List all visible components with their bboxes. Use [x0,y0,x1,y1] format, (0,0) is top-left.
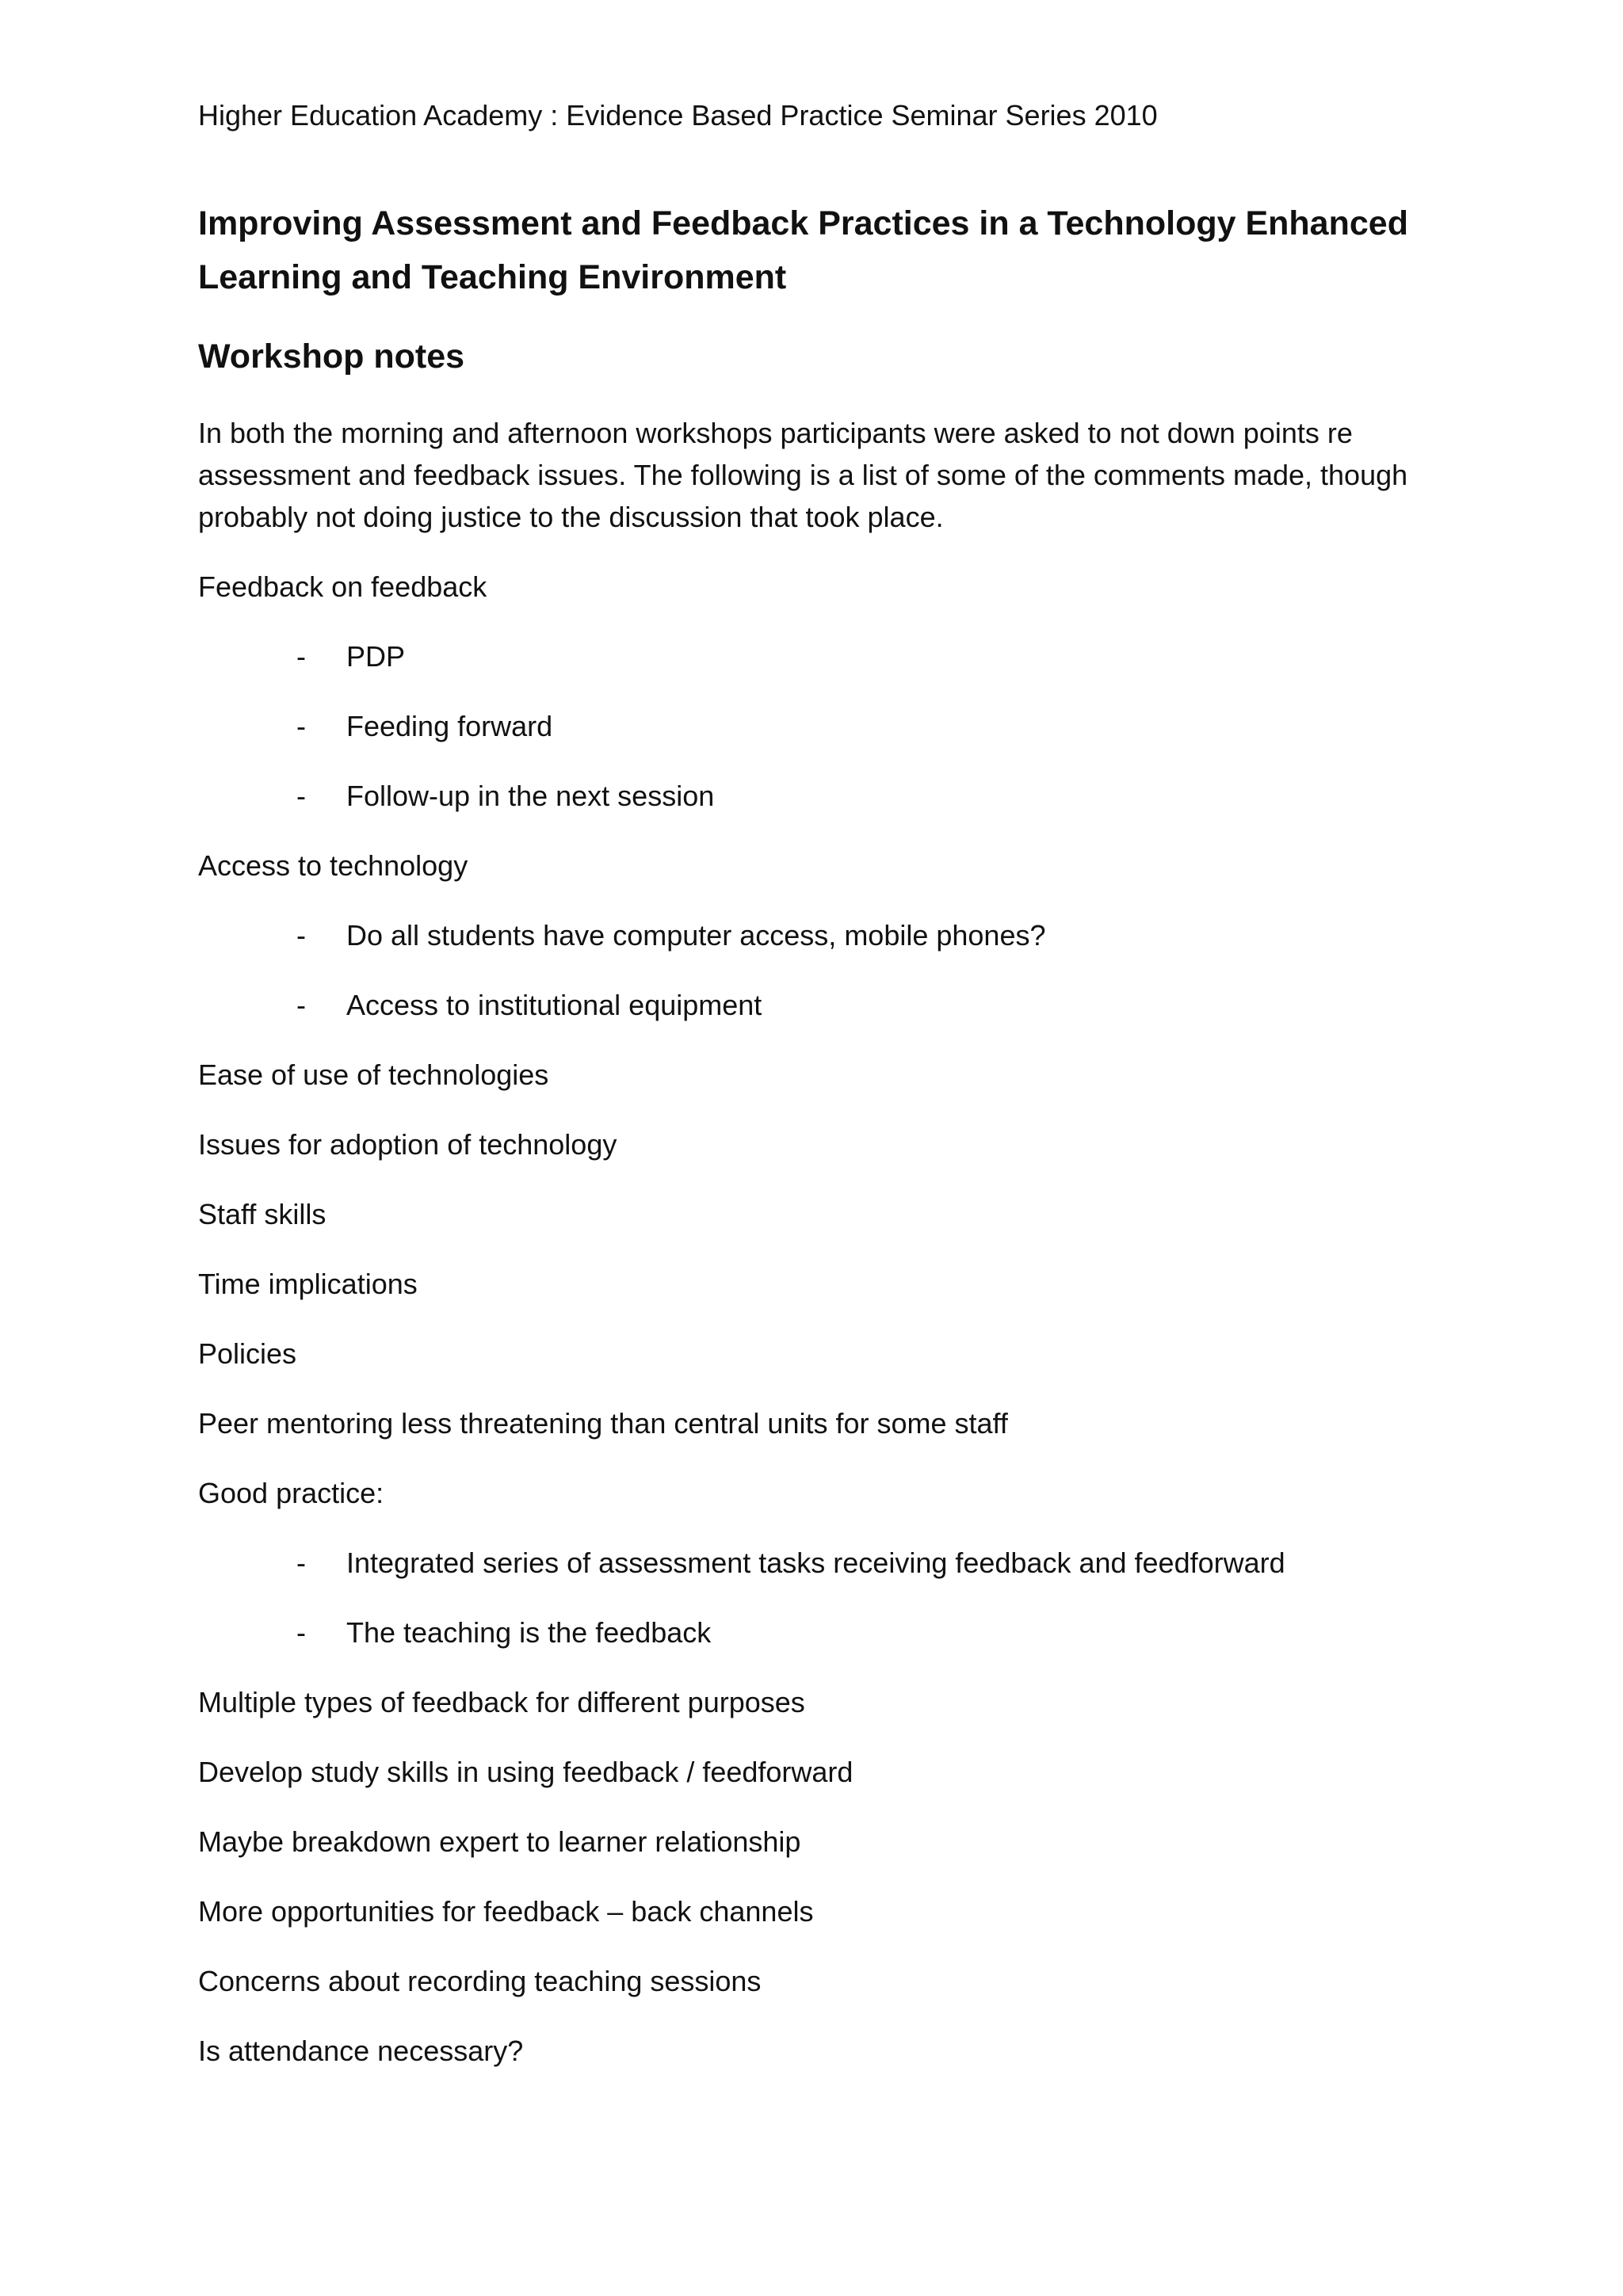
running-header: Higher Education Academy : Evidence Based Practice Seminar Series 2010 [198,99,1158,132]
sub-list-item-text: Do all students have computer access, mobile phones? [346,919,1046,952]
notes-list [198,566,1434,2100]
intro-paragraph: In both the morning and afternoon workshops participants were asked to not down points re assessment and feedback issues. The following is a list of some of the comments made, though probably not doing justice to the discussion that took place. [198,417,1408,533]
list-item-text: Is attendance necessary? [198,2035,524,2067]
document-title: Improving Assessment and Feedback Practices in a Technology Enhanced Learning and Teaching Environment [198,204,1408,296]
dash-bullet: - [296,710,306,742]
list-item-text: Peer mentoring less threatening than central units for some staff [198,1407,1008,1440]
dash-bullet: - [296,640,306,673]
sub-list-item [198,915,1434,985]
sub-list-item-text: Follow-up in the next session [346,780,715,812]
sub-list-item-text: PDP [346,640,406,673]
sub-list-item-text: Access to institutional equipment [346,989,762,1021]
dash-bullet: - [296,919,306,952]
list-item [198,2031,1434,2100]
list-item-text: More opportunities for feedback – back channels [198,1895,814,1928]
list-item-text: Policies [198,1337,297,1370]
list-item [198,1961,1434,2031]
list-item [198,1821,1434,1891]
list-item [198,1752,1434,1821]
list-item [198,1194,1434,1264]
list-item-text: Issues for adoption of technology [198,1128,617,1161]
sub-list-item-text: Feeding forward [346,710,553,742]
section-title: Workshop notes [198,338,465,376]
list-item [198,1891,1434,1961]
sub-list-item [198,1612,1434,1682]
dash-bullet: - [296,989,306,1021]
sub-list-item-text: The teaching is the feedback [346,1616,712,1649]
list-item-text: Good practice: [198,1477,384,1509]
list-item-text: Time implications [198,1268,418,1300]
list-item [198,1682,1434,1752]
list-item [198,1264,1434,1333]
sub-list-item [198,1543,1434,1612]
sub-list-item [198,706,1434,776]
list-item-text: Feedback on feedback [198,570,487,603]
dash-bullet: - [296,1616,306,1649]
list-item [198,1473,1434,1543]
list-item [198,1055,1434,1124]
sub-list-item [198,636,1434,706]
list-item-text: Ease of use of technologies [198,1058,549,1091]
sub-list-item-text: Integrated series of assessment tasks receiving feedback and feedforward [346,1547,1285,1579]
list-item [198,1403,1434,1473]
list-item-text: Maybe breakdown expert to learner relationship [198,1825,801,1858]
list-item-text: Develop study skills in using feedback / feedforward [198,1756,854,1788]
sub-list-item [198,776,1434,845]
list-item-text: Concerns about recording teaching sessions [198,1965,762,1997]
list-item [198,566,1434,636]
list-item [198,845,1434,915]
list-item-text: Multiple types of feedback for different purposes [198,1686,805,1718]
list-item-text: Staff skills [198,1198,327,1230]
dash-bullet: - [296,780,306,812]
list-item-text: Access to technology [198,849,468,882]
list-item [198,1124,1434,1194]
sub-list-item [198,985,1434,1055]
dash-bullet: - [296,1547,306,1579]
list-item [198,1333,1434,1403]
